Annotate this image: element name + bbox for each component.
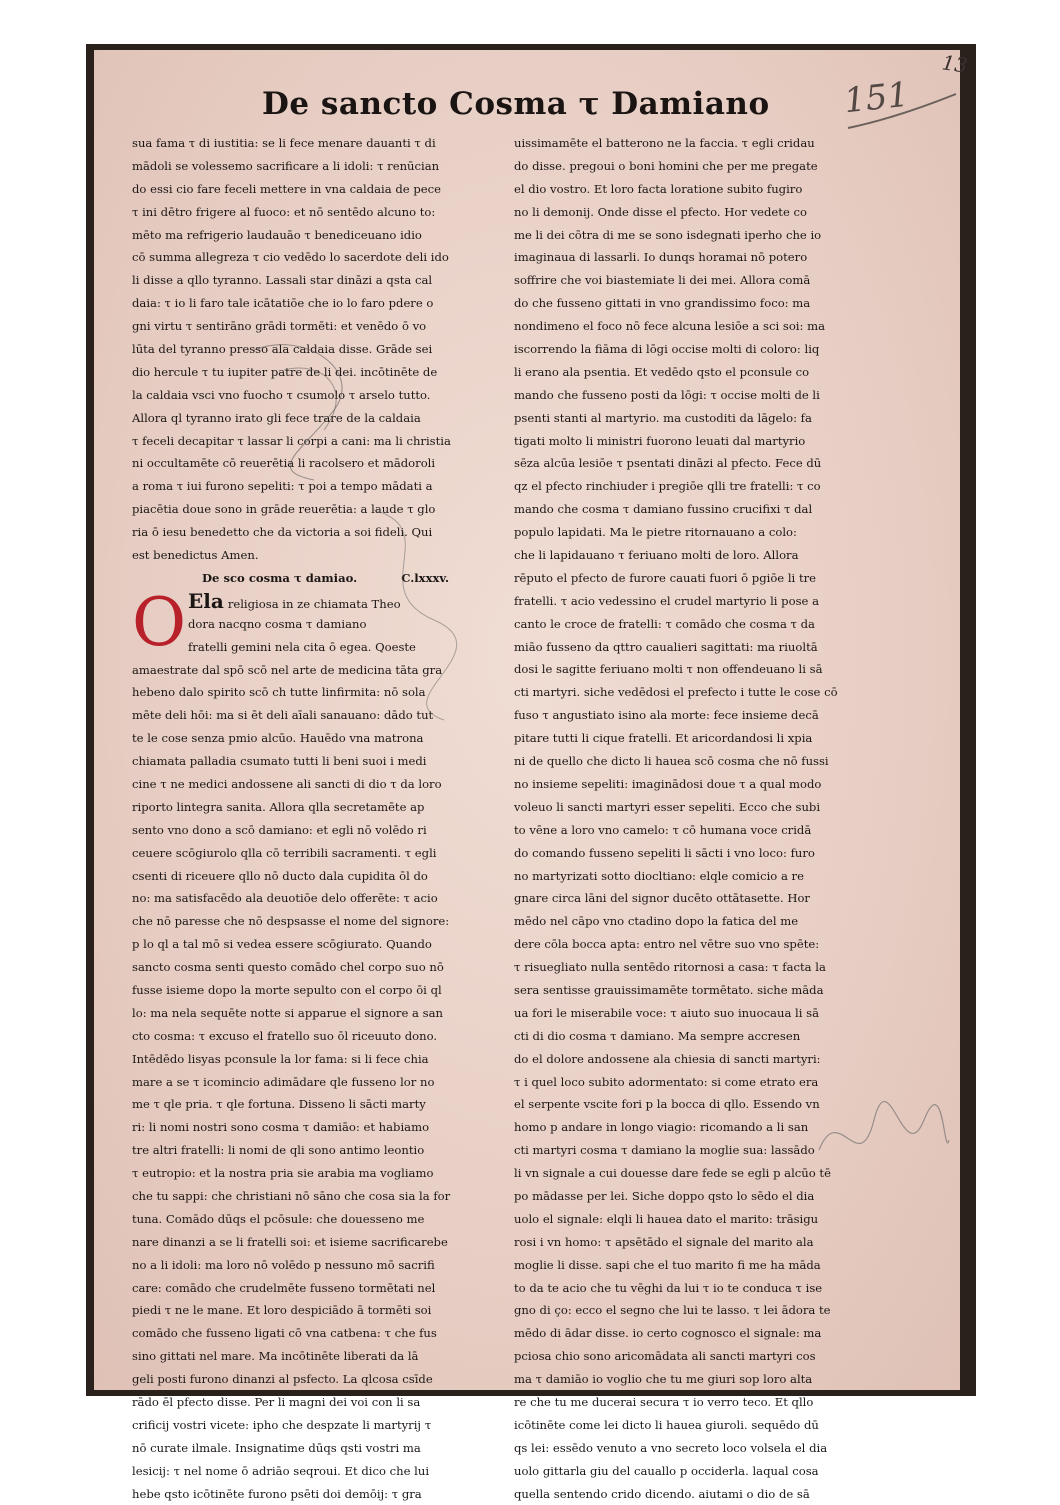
text-line: sēza alcūa lesiōe τ psentati dināzi al pfecto. Fece dū: [514, 452, 866, 475]
text-line: sua fama τ di iustitia: se li fece menare dauanti τ di: [132, 132, 484, 155]
text-line: ria ō iesu benedetto che da victoria a soi fideli. Qui: [132, 521, 484, 544]
text-line: lo: ma nela sequēte notte si apparue el signore a san: [132, 1002, 484, 1025]
text-line: el serpente vscite fori p la bocca di qllo. Essendo vn: [514, 1093, 866, 1116]
text-line: comādo che fusseno ligati cō vna catbena: τ che fus: [132, 1322, 484, 1345]
text-line: tre altri fratelli: li nomi de qli sono antimo leontio: [132, 1139, 484, 1162]
text-line: mare a se τ icomincio adimādare qle fusseno lor no: [132, 1071, 484, 1094]
text-line: sera sentisse grauissimamēte tormētato. siche māda: [514, 979, 866, 1002]
text-line: sento vno dono a scō damiano: et egli nō volēdo ri: [132, 819, 484, 842]
text-line: quella sentendo crido dicendo. aiutami o dio de sā: [514, 1483, 866, 1505]
text-line: ua fori le miserabile voce: τ aiuto suo inuocaua li sā: [514, 1002, 866, 1025]
text-line: mādoli se volessemo sacrificare a li idoli: τ renūcian: [132, 155, 484, 178]
text-line: qs lei: essēdo venuto a vno secreto loco volsela el dia: [514, 1437, 866, 1460]
text-line: li erano ala psentia. Et vedēdo qsto el pconsule co: [514, 361, 866, 384]
text-line: iscorrendo la fiāma di lōgi occise molti di coloro: liq: [514, 338, 866, 361]
text-line: do essi cio fare feceli mettere in vna caldaia de pece: [132, 178, 484, 201]
text-line: nondimeno el foco nō fece alcuna lesiōe a sci soi: ma: [514, 315, 866, 338]
margin-note-13: 13: [940, 50, 969, 77]
text-line: te le cose senza pmio alcūo. Hauēdo vna matrona: [132, 727, 484, 750]
text-line: Allora ql tyranno irato gli fece trare de la caldaia: [132, 407, 484, 430]
text-line: no a li idoli: ma loro nō volēdo p nessuno mō sacrifi: [132, 1254, 484, 1277]
text-line: nō curate ilmale. Insignatime dūqs qsti vostri ma: [132, 1437, 484, 1460]
text-line: do el dolore andossene ala chiesia di sancti martyri:: [514, 1048, 866, 1071]
text-line: to da te acio che tu vēghi da lui τ io te conduca τ ise: [514, 1277, 866, 1300]
text-line: mando che cosma τ damiano fussino crucifixi τ dal: [514, 498, 866, 521]
left-column-body-text: [132, 659, 484, 1505]
text-line: che li lapidauano τ feriuano molti de loro. Allora: [514, 544, 866, 567]
text-line: homo p andare in longo viagio: ricomando a li san: [514, 1116, 866, 1139]
text-line: fusse isieme dopo la morte sepulto con el corpo ōi ql: [132, 979, 484, 1002]
text-line: mando che fusseno posti da lōgi: τ occise molti de li: [514, 384, 866, 407]
text-line: ri: li nomi nostri sono cosma τ damiāo: et habiamo: [132, 1116, 484, 1139]
text-line: dosi le sagitte feriuano molti τ non offendeuano li sā: [514, 658, 866, 681]
text-line: ma τ damiāo io voglio che tu me giuri sop loro alta: [514, 1368, 866, 1391]
chapter-title: De sco cosma τ damiao.: [202, 571, 357, 585]
text-line: cti martyri cosma τ damiano la moglie sua: lassādo: [514, 1139, 866, 1162]
text-line: uissimamēte el batterono ne la faccia. τ egli cridau: [514, 132, 866, 155]
text-line: no insieme sepeliti: imaginādosi doue τ a qual modo: [514, 773, 866, 796]
text-line: gno di ço: ecco el segno che lui te lasso. τ lei ādora te: [514, 1299, 866, 1322]
text-line: no li demonij. Onde disse el pfecto. Hor vedete co: [514, 201, 866, 224]
text-line: psenti stanti al martyrio. ma custoditi da lāgelo: fa: [514, 407, 866, 430]
text-line: li vn signale a cui douesse dare fede se egli p alcūo tē: [514, 1162, 866, 1185]
text-line: rādo ēl pfecto disse. Per li magni dei voi con li sa: [132, 1391, 484, 1414]
text-line: hebe qsto icōtinēte furono psēti doi demōij: τ gra: [132, 1483, 484, 1505]
text-line: cti di dio cosma τ damiano. Ma sempre accresen: [514, 1025, 866, 1048]
text-line: dere cōla bocca apta: entro nel vētre suo vno spēte:: [514, 933, 866, 956]
text-line: mēdo di ādar disse. io certo cognosco el signale: ma: [514, 1322, 866, 1345]
left-column-top-text: [132, 132, 484, 567]
initial-word-rest: Ela: [188, 589, 224, 613]
initial-text-line: [188, 590, 484, 613]
book-page: [94, 50, 960, 1390]
text-line: uolo el signale: elqli li hauea dato el marito: trāsigu: [514, 1208, 866, 1231]
initial-paragraph: [132, 590, 484, 659]
initial-line-text: religiosa in ze chiamata Theo: [228, 597, 401, 611]
text-line: mēte deli hōi: ma si ēt deli aīali sanauano: dādo tut: [132, 704, 484, 727]
text-line: piacētia doue sono in grāde reuerētia: a laude τ glo: [132, 498, 484, 521]
text-line: ceuere scōgiurolo qlla cō terribili sacramenti. τ egli: [132, 842, 484, 865]
text-line: imaginaua di lassarli. Io dunqs horamai nō potero: [514, 246, 866, 269]
text-line: la caldaia vsci vno fuocho τ csumolo τ arselo tutto.: [132, 384, 484, 407]
left-column: [132, 132, 484, 1505]
text-line: miāo fusseno da qttro caualieri sagittati: ma riuoltā: [514, 636, 866, 659]
text-line: dio hercule τ tu iupiter patre de li dei. incōtinēte de: [132, 361, 484, 384]
text-line: to vēne a loro vno camelo: τ cō humana voce cridā: [514, 819, 866, 842]
text-line: do che fusseno gittati in vno grandissimo foco: ma: [514, 292, 866, 315]
text-line: populo lapidati. Ma le pietre ritornauano a colo:: [514, 521, 866, 544]
text-line: voleuo li sancti martyri esser sepeliti. Ecco che subi: [514, 796, 866, 819]
text-line: che tu sappi: che christiani nō sāno che cosa sia la for: [132, 1185, 484, 1208]
red-initial-letter: O: [132, 588, 186, 658]
right-column: [514, 132, 866, 1505]
text-line: tuna. Comādo dūqs el pcōsule: che douesseno me: [132, 1208, 484, 1231]
text-line: rosi i vn homo: τ apsētādo el signale del marito ala: [514, 1231, 866, 1254]
text-line: a roma τ iui furono sepeliti: τ poi a tempo mādati a: [132, 475, 484, 498]
text-line: sino gittati nel mare. Ma incōtinēte liberati da lā: [132, 1345, 484, 1368]
text-line: est benedictus Amen.: [132, 544, 484, 567]
initial-text-line: fratelli gemini nela cita ō egea. Qoeste: [188, 636, 484, 659]
text-line: pitare tutti li cique fratelli. Et aricordandosi li xpia: [514, 727, 866, 750]
text-line: tigati molto li ministri fuorono leuati dal martyrio: [514, 430, 866, 453]
text-line: icōtinēte come lei dicto li hauea giuroli. sequēdo dū: [514, 1414, 866, 1437]
text-line: che nō paresse che nō despsasse el nome del signore:: [132, 910, 484, 933]
text-line: pciosa chio sono aricomādata ali sancti martyri cos: [514, 1345, 866, 1368]
text-line: cine τ ne medici andossene ali sancti di dio τ da loro: [132, 773, 484, 796]
text-line: me li dei cōtra di me se sono isdegnati iperho che io: [514, 224, 866, 247]
text-line: nare dinanzi a se li fratelli soi: et isieme sacrificarebe: [132, 1231, 484, 1254]
text-line: amaestrate dal spō scō nel arte de medicina tāta gra: [132, 659, 484, 682]
text-line: sancto cosma senti questo comādo chel corpo suo nō: [132, 956, 484, 979]
text-line: p lo ql a tal mō si vedea essere scōgiurato. Quando: [132, 933, 484, 956]
text-line: el dio vostro. Et loro facta loratione subito fugiro: [514, 178, 866, 201]
text-line: fuso τ angustiato isino ala morte: fece insieme decā: [514, 704, 866, 727]
text-line: care: comādo che crudelmēte fusseno tormētati nel: [132, 1277, 484, 1300]
text-line: gni virtu τ sentirāno grādi tormēti: et venēdo ō vo: [132, 315, 484, 338]
text-line: no martyrizati sotto diocltiano: elqle comicio a re: [514, 865, 866, 888]
text-line: τ risuegliato nulla sentēdo ritornosi a casa: τ facta la: [514, 956, 866, 979]
text-line: piedi τ ne le mane. Et loro despiciādo ā tormēti soi: [132, 1299, 484, 1322]
text-line: cto cosma: τ excuso el fratello suo ōl riceuuto dono.: [132, 1025, 484, 1048]
text-line: Intēdēdo lisyas pconsule la lor fama: si li fece chia: [132, 1048, 484, 1071]
text-line: csenti di riceuere qllo nō ducto dala cupidita ōl do: [132, 865, 484, 888]
text-line: lesicij: τ nel nome ō adriāo seqroui. Et dico che lui: [132, 1460, 484, 1483]
text-line: daia: τ io li faro tale icātatiōe che io lo faro pdere o: [132, 292, 484, 315]
initial-text-line: dora nacqno cosma τ damiano: [188, 613, 484, 636]
text-line: uolo gittarla giu del cauallo p occiderla. laqual cosa: [514, 1460, 866, 1483]
right-column-body-text: [514, 132, 866, 1505]
text-line: crificij vostri vicete: ipho che despzate li martyrij τ: [132, 1414, 484, 1437]
text-line: rēputo el pfecto de furore cauati fuori ō pgiōe li tre: [514, 567, 866, 590]
text-line: qz el pfecto rinchiuder i pregiōe qlli tre fratelli: τ co: [514, 475, 866, 498]
text-line: ni de quello che dicto li hauea scō cosma che nō fussi: [514, 750, 866, 773]
chapter-number: C.lxxxv.: [401, 571, 449, 585]
text-line: gnare circa lāni del signor ducēto ottātasette. Hor: [514, 887, 866, 910]
text-line: po mādasse per lei. Siche doppo qsto lo sēdo el dia: [514, 1185, 866, 1208]
text-line: τ ini dētro frigere al fuoco: et nō sentēdo alcuno to:: [132, 201, 484, 224]
text-line: τ i quel loco subito adormentato: si come etrato era: [514, 1071, 866, 1094]
text-line: no: ma satisfacēdo ala deuotiōe delo offerēte: τ acio: [132, 887, 484, 910]
text-line: li disse a qllo tyranno. Lassali star dināzi a qsta cal: [132, 269, 484, 292]
text-line: lūta del tyranno presso ala caldaia disse. Grāde sei: [132, 338, 484, 361]
text-line: soffrire che voi biastemiate li dei mei. Allora comā: [514, 269, 866, 292]
text-line: cti martyri. siche vedēdosi el prefecto i tutte le cose cō: [514, 681, 866, 704]
text-line: do comando fusseno sepeliti li sācti i vno loco: furo: [514, 842, 866, 865]
folio-number: 151: [842, 75, 911, 122]
text-line: re che tu me ducerai secura τ io verro teco. Et qllo: [514, 1391, 866, 1414]
text-line: mēdo nel cāpo vno ctadino dopo la fatica del me: [514, 910, 866, 933]
text-line: mēto ma refrigerio laudauāo τ benediceuano idio: [132, 224, 484, 247]
pencil-underline-mark: [846, 88, 966, 138]
text-line: τ feceli decapitar τ lassar li corpi a cani: ma li christia: [132, 430, 484, 453]
initial-lines: [188, 590, 484, 659]
text-line: riporto lintegra sanita. Allora qlla secretamēte ap: [132, 796, 484, 819]
text-line: ni occultamēte cō reuerētia li racolsero et mādoroli: [132, 452, 484, 475]
text-line: hebeno dalo spirito scō ch tutte linfirmita: nō sola: [132, 681, 484, 704]
text-line: cō summa allegreza τ cio vedēdo lo sacerdote deli ido: [132, 246, 484, 269]
text-line: τ eutropio: et la nostra pria sie arabia ma vogliamo: [132, 1162, 484, 1185]
running-head: De sancto Cosma τ Damiano: [262, 86, 722, 122]
text-line: canto le croce de fratelli: τ comādo che cosma τ da: [514, 613, 866, 636]
text-line: do disse. pregoui o boni homini che per me pregate: [514, 155, 866, 178]
text-line: moglie li disse. sapi che el tuo marito fi me ha māda: [514, 1254, 866, 1277]
text-line: fratelli. τ acio vedessino el crudel martyrio li pose a: [514, 590, 866, 613]
text-line: chiamata palladia csumato tutti li beni suoi i medi: [132, 750, 484, 773]
text-line: me τ qle pria. τ qle fortuna. Disseno li sācti marty: [132, 1093, 484, 1116]
text-line: geli posti furono dinanzi al psfecto. La qlcosa csīde: [132, 1368, 484, 1391]
